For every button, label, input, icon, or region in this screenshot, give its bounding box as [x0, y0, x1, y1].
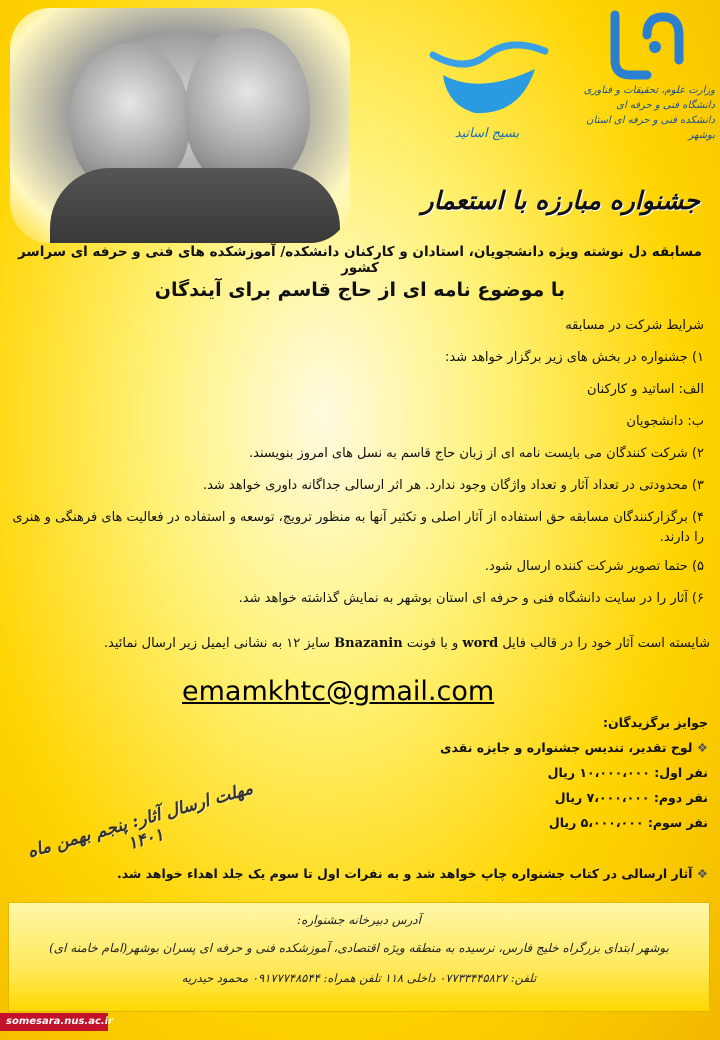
- site-watermark: somesara.nus.ac.ir: [0, 1013, 108, 1031]
- rules-heading: شرایط شرکت در مسابقه: [565, 318, 704, 333]
- rule-1a: الف: اساتید و کارکنان: [587, 382, 704, 397]
- address-phone: تلفن: ۰۷۷۳۳۴۴۵۸۲۷ داخلی ۱۱۸ تلفن همراه: ۰۹۱۷۷۷۴۸۵۴۴ محمود حیدریه: [181, 971, 537, 985]
- bullet-icon: ❖: [696, 866, 708, 881]
- book-note: ❖ آثار ارسالی در کتاب جشنواره چاپ خواهد شد و به نفرات اول تا سوم یک جلد اهداء خواهد شد.: [116, 866, 708, 881]
- martyrs-photo: [10, 8, 350, 243]
- ministry-logo: [575, 5, 715, 155]
- ministry-text: وزارت علوم، تحقیقات و فناوری دانشگاه فنی و حرفه ای دانشکده فنی و حرفه ای استان بوشهر: [583, 85, 715, 141]
- rule-1b: ب: دانشجویان: [626, 414, 704, 429]
- prize-first: نفر اول: ۱۰،۰۰۰،۰۰۰ ریال: [547, 765, 708, 780]
- address-box: [8, 902, 710, 1012]
- uniform-shape: [50, 168, 340, 243]
- rule-1: ۱) جشنواره در بخش های زیر برگزار خواهد شد:: [445, 350, 704, 365]
- rule-2: ۲) شرکت کنندگان می بایست نامه ای از زبان حاج قاسم به نسل های امروز بنویسند.: [249, 446, 704, 461]
- email-link[interactable]: emamkhtc@gmail.com: [182, 676, 495, 707]
- prizes-section: [240, 710, 708, 835]
- rules-section: [10, 313, 704, 612]
- bullet-icon: ❖: [696, 740, 708, 755]
- contest-subtitle: مسابقه دل نوشته ویژه دانشجویان، استادان و کارکنان دانشکده/ آموزشکده های فنی و حرفه ای سراسر کشور: [18, 244, 702, 276]
- rule-6: ۶) آثار را در سایت دانشگاه فنی و حرفه ای استان بوشهر به نمایش گذاشته خواهد شد.: [238, 591, 704, 606]
- rule-5: ۵) حتما تصویر شرکت کننده ارسال شود.: [484, 559, 704, 574]
- basij-logo-text: بسیج اساتید: [454, 126, 520, 141]
- contest-topic: با موضوع نامه ای از حاج قاسم برای آیندگان: [154, 279, 566, 301]
- address-body: بوشهر ابتدای بزرگراه خلیج فارس، نرسیده به منطقه ویژه اقتصادی، آموزشکده فنی و حرفه ای پسران بوشهر(امام خامنه ای): [49, 941, 669, 955]
- font-name: Bnazanin: [334, 636, 403, 651]
- submission-note: شایسته است آثار خود را در قالب فایل word و با فونت Bnazanin سایز ۱۲ به نشانی ایمیل زیر ارسال نمائید.: [103, 636, 710, 651]
- address-title: آدرس دبیرخانه جشنواره:: [297, 913, 421, 927]
- prize-item: ❖ لوح تقدیر، تندیس جشنواره و جایزه نقدی: [440, 740, 708, 755]
- deadline-text: مهلت ارسال آثار: پنجم بهمن ماه ۱۴۰۱: [25, 778, 256, 863]
- rule-3: ۳) محدودتی در تعداد آثار و تعداد واژگان وجود ندارد. هر اثر ارسالی جداگانه داوری خواهد شد.: [202, 478, 704, 493]
- portrait-right: [185, 28, 310, 188]
- festival-title: جشنواره مبارزه با استعمار: [421, 186, 700, 215]
- prize-second: نفر دوم: ۷،۰۰۰،۰۰۰ ریال: [554, 790, 708, 805]
- word-format: word: [462, 636, 499, 651]
- prize-third: نفر سوم: ۵،۰۰۰،۰۰۰ ریال: [548, 815, 708, 830]
- basij-logo: [425, 25, 550, 145]
- rule-4: ۴) برگزارکنندگان مسابقه حق استفاده از آثار اصلی و تکثیر آنها به منظور ترویج، توسعه و استفاده در فعالیت های فرهنگی و هنری را دارند.: [12, 510, 704, 545]
- prizes-heading: جوایز برگزیدگان:: [602, 715, 708, 730]
